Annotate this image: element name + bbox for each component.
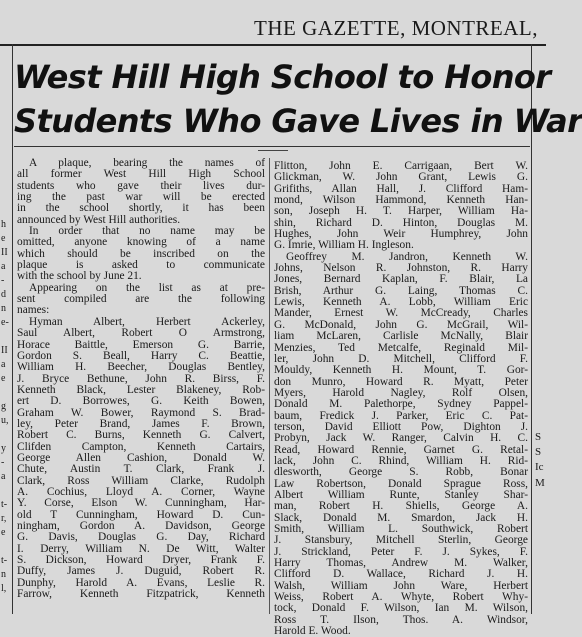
article-line: Saul Albert, Robert O Armstrong,: [17, 327, 265, 340]
article-line: Donald M. Palethorpe, Sydney Pappel-: [274, 398, 528, 411]
headline-line-2: Students Who Gave Lives in War: [14, 102, 582, 140]
adjacent-text-fragment: a: [1, 359, 6, 370]
article-line: Horace Baittle, Emerson G. Barrie,: [17, 338, 265, 351]
article-line: Hyman Albert, Herbert Ackerley,: [29, 315, 265, 328]
article-line: Gordon S. Beall, Harry C. Beattie,: [17, 349, 265, 362]
article-line: Smith, William L. Southwick, Robert: [274, 523, 528, 535]
article-line: with the school by June 21.: [17, 270, 142, 283]
article-line: Robert C. Burns, Kenneth G. Calvert,: [17, 429, 265, 442]
article-column-1: [17, 158, 265, 610]
article-line: Y. Corse, Elson W. Cunningham, Har-: [17, 497, 265, 510]
article-line: S. Dickson, Howard Dryer, Frank F.: [17, 554, 265, 567]
article-line: Grifiths, Allan Hall, J. Clifford Ham-: [274, 182, 528, 195]
headline: [14, 50, 582, 147]
adjacent-text-fragment: -: [1, 275, 5, 286]
adjacent-text-fragment: t-: [1, 555, 8, 566]
article-line: Walsh, William John Ware, Herbert: [274, 579, 528, 592]
article-line: announced by West Hill authorities.: [17, 213, 181, 226]
adjacent-text-fragment: a: [1, 261, 6, 272]
article-line: which should be inscribed on the: [17, 247, 265, 260]
headline-line-1: West Hill High School to Honor: [14, 58, 551, 96]
article-line: Weiss, Robert A. Whyte, Robert Why-: [274, 591, 528, 604]
article-line: students who gave their lives dur-: [17, 179, 265, 192]
adjacent-text-fragment: d: [1, 289, 6, 300]
adjacent-text-fragment: l,: [1, 583, 7, 594]
article-line: A. Cochius, Lloyd A. Corner, Wayne: [17, 485, 265, 498]
masthead-title: THE GAZETTE, MONTREAL,: [254, 16, 538, 40]
article-line: G. Davis, Douglas G. Day, Richard: [17, 531, 265, 544]
article-line: G. Imrie, William H. Ingleson.: [274, 239, 414, 252]
article-line: Chute, Austin T. Clark, Frank J.: [17, 463, 265, 476]
article-line: Johns, Nelson R. Johnston, R. Harry: [274, 262, 528, 275]
adjacent-text-fragment: a: [1, 471, 6, 482]
article-line: George Allen Cashion, Donald W.: [17, 451, 265, 464]
article-column-2: [274, 160, 528, 637]
adjacent-text-fragment: n: [1, 303, 6, 314]
article-line: Harry Thomas, Andrew M. Walker,: [274, 557, 528, 570]
adjacent-text-fragment: h: [1, 219, 6, 230]
article-line: Dunphy, Harold A. Evans, Leslie R.: [17, 576, 265, 589]
article-line: Graham W. Bower, Raymond S. Brad-: [17, 406, 265, 419]
article-line: Harold E. Wood.: [274, 625, 351, 637]
article-line: Ross T. Ilson, Thos. A. Windsor,: [274, 613, 528, 626]
article-line: liam McLaren, Carlisle McNally, Blair: [274, 330, 528, 343]
article-line: Farrow, Kenneth Fitzpatrick, Kenneth: [17, 588, 265, 601]
article-line: J. Stansbury, Mitchell Sterlin, George: [274, 534, 528, 547]
article-line: Kenneth Black, Lester Blakeney, Rob-: [17, 383, 265, 396]
adjacent-text-fragment: S: [535, 446, 542, 458]
article-line: Brish, Arthur G. Laing, Thomas C.: [274, 284, 528, 297]
article-line: ing the past war will be erected: [17, 191, 265, 204]
article-line: Jones, Bernard Kaplan, F. Blair, La: [274, 273, 528, 286]
adjacent-text-fragment: Ic: [535, 461, 544, 473]
adjacent-text-fragment: g: [1, 401, 6, 412]
article-line: In order that no name may be: [29, 225, 265, 238]
article-line: man, Robert H. Shiells, George A.: [274, 500, 528, 513]
article-line: Clark, Ross William Clarke, Rudolph: [17, 474, 265, 487]
article-line: plaque is asked to communicate: [17, 259, 265, 272]
article-line: ert D. Borrowes, G. Keith Bowen,: [17, 395, 265, 408]
article-line: Myers, Harold Nagley, Rolf Olsen,: [274, 386, 528, 399]
article-line: Slack, Donald M. Smardon, Jack H.: [274, 511, 528, 524]
article-line: Glickman, W. John Grant, Lewis G.: [274, 171, 528, 184]
article-line: lack, John C. Rhind, William H. Rid-: [274, 454, 528, 467]
article-line: Appearing on the list as at pre-: [29, 281, 265, 294]
article-line: J. Strickland, Peter F. J. Sykes, F.: [274, 545, 528, 558]
article-line: baum, Fredick J. Parker, Eric C. Pat-: [274, 409, 528, 422]
article-line: don Munro, Howard R. Myatt, Peter: [274, 375, 528, 388]
article-line: Clifden Campton, Kenneth Cartairs,: [17, 440, 265, 453]
adjacent-text-fragment: u,: [1, 415, 9, 426]
article-line: shin, Richard D. Hinton, Douglas M.: [274, 216, 528, 229]
article-line: Lewis, Kenneth A. Lobb, William Eric: [274, 296, 528, 309]
article-line: names:: [17, 304, 50, 317]
article-line: Clifford D. Wallace, Richard J. H.: [274, 568, 528, 581]
adjacent-text-fragment: e: [1, 373, 6, 384]
article-line: ler, John D. Mitchell, Clifford F.: [274, 352, 528, 365]
adjacent-text-fragment: e: [1, 233, 6, 244]
article-line: Menzies, Ted Metcalfe, Reginald Mil-: [274, 341, 528, 354]
article-line: J. Bryce Bethune, John R. Birss, F.: [17, 372, 265, 385]
article-line: A plaque, bearing the names of: [29, 157, 265, 169]
adjacent-text-fragment: y: [1, 443, 6, 454]
article-line: ley, Peter Brand, James F. Brown,: [17, 417, 265, 430]
article-line: mond, Wilson Hammond, Kenneth Han-: [274, 194, 528, 207]
article-line: terson, David Elliott Pow, Dighton J.: [274, 420, 528, 433]
column-divider: [269, 158, 270, 614]
article-line: I. Derry, William N. De Witt, Walter: [17, 542, 265, 555]
adjacent-text-fragment: -: [1, 457, 5, 468]
article-line: Law Robertson, Donald Sprague Ross,: [274, 477, 528, 490]
article-line: all former West Hill High School: [17, 168, 265, 181]
article-line: omitted, anyone knowing of a name: [17, 236, 265, 249]
article-line: Flitton, John E. Carrigaan, Bert W.: [274, 160, 528, 172]
adjacent-text-fragment: n: [1, 569, 6, 580]
adjacent-text-fragment: r,: [1, 513, 7, 524]
article-line: Probyn, Jack W. Ranger, Calvin H. C.: [274, 432, 528, 445]
article-line: William H. Beecher, Douglas Bentley,: [17, 361, 265, 374]
article-line: Mouldy, Kenneth H. Mount, T. Gor-: [274, 364, 528, 377]
article-line: Duffy, James J. Duguid, Robert R.: [17, 565, 265, 578]
article-line: Albert William Runte, Stanley Shar-: [274, 488, 528, 501]
adjacent-text-fragment: M: [535, 477, 545, 489]
section-rule: [258, 150, 288, 151]
article-line: Geoffrey M. Jandron, Kenneth W.: [286, 250, 528, 263]
adjacent-text-fragment: t-: [1, 499, 8, 510]
article-line: in the school shortly, it has been: [17, 202, 265, 215]
article-line: old T Cunningham, Howard D. Cun-: [17, 508, 265, 521]
article-line: G. McDonald, John G. McGrail, Wil-: [274, 318, 528, 331]
article-line: tock, Donald F. Wilson, Ian M. Wilson,: [274, 602, 528, 615]
article-line: Hughes, John Weir Humphrey, John: [274, 228, 528, 241]
article-line: ningham, Gordon A. Davidson, George: [17, 520, 265, 532]
article-line: Read, Howard Rennie, Garnet G. Retal-: [274, 443, 528, 456]
adjacent-text-fragment: II: [1, 345, 8, 356]
adjacent-column-left: [0, 44, 13, 614]
adjacent-text-fragment: e-: [1, 317, 9, 328]
article-line: dlesworth, George S. Robb, Bonar: [274, 466, 528, 479]
adjacent-text-fragment: II: [1, 247, 8, 258]
article-line: son, Joseph H. T. Harper, William Ha-: [274, 205, 528, 218]
adjacent-text-fragment: e: [1, 527, 6, 538]
adjacent-text-fragment: S: [535, 431, 542, 443]
article-line: sent compiled are the following: [17, 293, 265, 306]
article-line: Mander, Ernest W. McCready, Charles: [274, 307, 528, 320]
masthead: [0, 0, 546, 46]
